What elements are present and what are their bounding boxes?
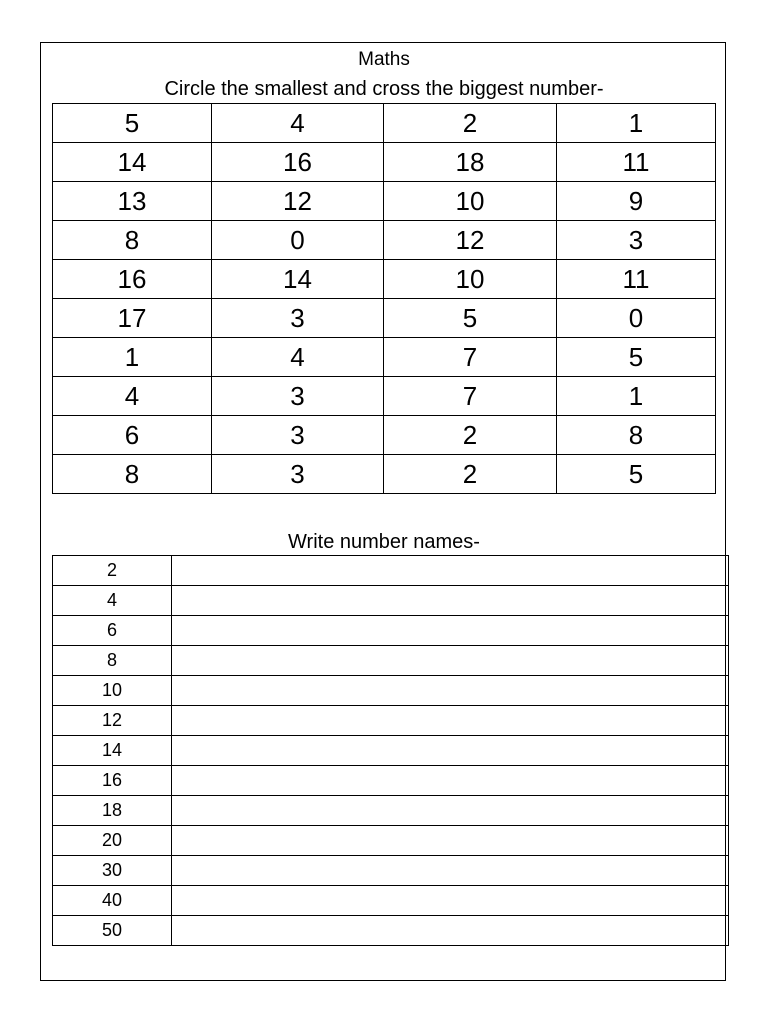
number-row [53,338,716,377]
number-name-answer-field[interactable] [172,556,729,586]
number-row [53,377,716,416]
number-cell[interactable]: 1 [557,104,716,143]
number-cell[interactable]: 13 [53,182,212,221]
number-cell[interactable]: 8 [53,221,212,260]
number-name-answer-field[interactable] [172,766,729,796]
number-cell[interactable]: 10 [384,182,557,221]
number-name-value: 20 [53,826,172,856]
number-name-answer-field[interactable] [172,616,729,646]
number-name-answer-field[interactable] [172,676,729,706]
number-cell[interactable]: 2 [384,104,557,143]
number-cell[interactable]: 16 [53,260,212,299]
number-name-row [53,706,729,736]
number-name-value: 8 [53,646,172,676]
number-name-row [53,616,729,646]
number-name-row [53,916,729,946]
number-names-table [52,555,729,946]
worksheet-title: Maths [358,49,410,70]
number-cell[interactable]: 11 [557,143,716,182]
number-cell[interactable]: 0 [212,221,384,260]
number-name-answer-field[interactable] [172,826,729,856]
number-cell[interactable]: 16 [212,143,384,182]
number-cell[interactable]: 14 [53,143,212,182]
number-row [53,416,716,455]
number-name-row [53,586,729,616]
number-row [53,221,716,260]
number-name-row [53,886,729,916]
number-cell[interactable]: 3 [557,221,716,260]
number-name-answer-field[interactable] [172,856,729,886]
number-name-answer-field[interactable] [172,916,729,946]
number-cell[interactable]: 11 [557,260,716,299]
number-row [53,104,716,143]
number-cell[interactable]: 18 [384,143,557,182]
number-cell[interactable]: 12 [384,221,557,260]
number-name-row [53,556,729,586]
number-cell[interactable]: 3 [212,455,384,494]
number-cell[interactable]: 5 [557,455,716,494]
number-cell[interactable]: 5 [557,338,716,377]
number-name-answer-field[interactable] [172,796,729,826]
compare-numbers-table [52,103,716,494]
number-cell[interactable]: 10 [384,260,557,299]
number-name-row [53,736,729,766]
compare-instruction: Circle the smallest and cross the biggest number- [164,78,604,100]
number-cell[interactable]: 17 [53,299,212,338]
number-cell[interactable]: 8 [557,416,716,455]
number-name-row [53,676,729,706]
number-cell[interactable]: 5 [53,104,212,143]
number-cell[interactable]: 8 [53,455,212,494]
number-name-row [53,766,729,796]
number-cell[interactable]: 3 [212,299,384,338]
number-name-answer-field[interactable] [172,736,729,766]
number-name-value: 40 [53,886,172,916]
number-cell[interactable]: 1 [557,377,716,416]
number-cell[interactable]: 4 [53,377,212,416]
number-cell[interactable]: 7 [384,377,557,416]
number-cell[interactable]: 12 [212,182,384,221]
number-cell[interactable]: 4 [212,104,384,143]
number-row [53,260,716,299]
number-name-answer-field[interactable] [172,706,729,736]
number-cell[interactable]: 2 [384,416,557,455]
number-row [53,455,716,494]
number-row [53,143,716,182]
number-row [53,299,716,338]
number-name-row [53,646,729,676]
number-name-value: 14 [53,736,172,766]
number-cell[interactable]: 7 [384,338,557,377]
number-cell[interactable]: 9 [557,182,716,221]
number-cell[interactable]: 3 [212,416,384,455]
number-name-answer-field[interactable] [172,586,729,616]
number-cell[interactable]: 6 [53,416,212,455]
number-name-answer-field[interactable] [172,886,729,916]
number-cell[interactable]: 2 [384,455,557,494]
number-name-row [53,826,729,856]
number-cell[interactable]: 4 [212,338,384,377]
number-name-value: 10 [53,676,172,706]
number-cell[interactable]: 5 [384,299,557,338]
number-name-value: 30 [53,856,172,886]
number-name-value: 16 [53,766,172,796]
number-names-heading: Write number names- [288,531,480,553]
number-name-value: 18 [53,796,172,826]
number-row [53,182,716,221]
number-name-row [53,856,729,886]
number-cell[interactable]: 0 [557,299,716,338]
number-name-value: 6 [53,616,172,646]
number-name-row [53,796,729,826]
number-cell[interactable]: 1 [53,338,212,377]
number-name-answer-field[interactable] [172,646,729,676]
number-name-value: 12 [53,706,172,736]
number-name-value: 4 [53,586,172,616]
number-name-value: 2 [53,556,172,586]
number-cell[interactable]: 3 [212,377,384,416]
number-name-value: 50 [53,916,172,946]
number-cell[interactable]: 14 [212,260,384,299]
